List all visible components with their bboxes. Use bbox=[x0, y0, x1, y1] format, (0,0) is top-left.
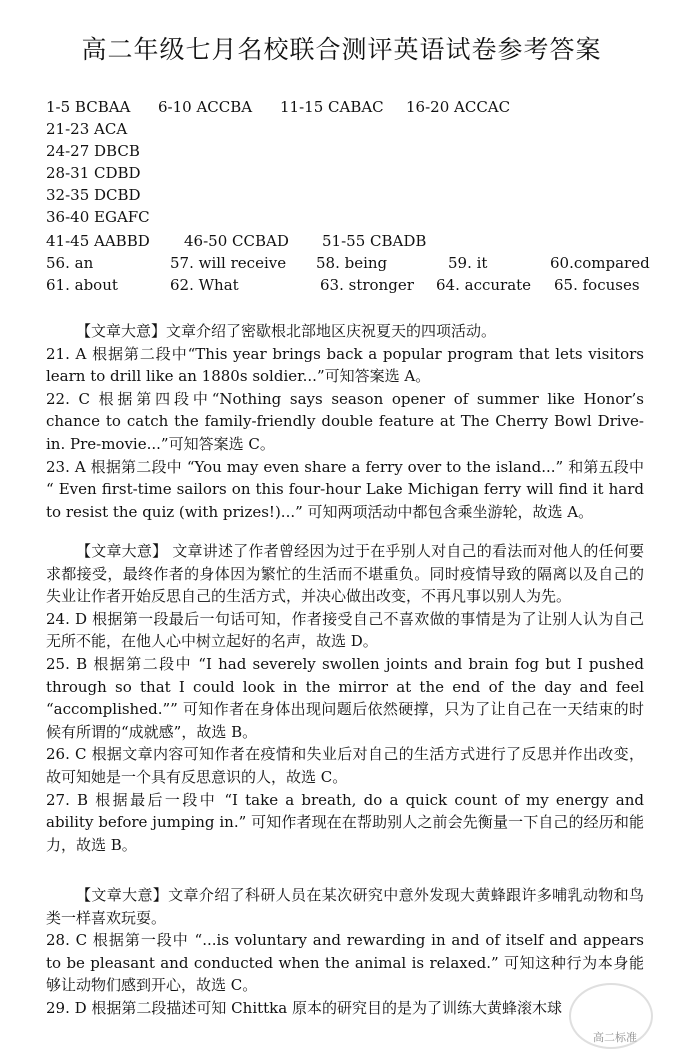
passage-summary: 【文章大意】文章介绍了科研人员在某次研究中意外发现大黄蜂跟许多哺乳动物和鸟类一样喜欢玩耍。 bbox=[46, 886, 644, 927]
answer-row bbox=[46, 276, 656, 298]
watermark-text: 高二标准 bbox=[593, 1031, 637, 1044]
answer-row bbox=[46, 186, 656, 208]
fill-blank-answer: 61. about bbox=[46, 276, 118, 294]
passage-summary: 【文章大意】 文章讲述了作者曾经因为过于在乎别人对自己的看法而对他人的任何要求都接受，最终作者的身体因为繁忙的生活而不堪重负。同时疫情导致的隔离以及自己的失业让作者开始反思自己的生活方式，并决心做出改变，不再凡事以别人为先。 bbox=[46, 542, 644, 606]
question-explanation: 25. B 根据第二段中 “I had severely swollen joints and brain fog but I pushed through so that I could look in the mirror at the end of the day and feel “accomplished.”” 可知作者在身体出现问题后依然硬撑，只为了让自己在一天结束的时候有所谓的“成就感”，故选 B。 bbox=[46, 654, 644, 741]
fill-blank-answer: 65. focuses bbox=[554, 276, 640, 294]
answer-group: 41-45 AABBD bbox=[46, 232, 150, 250]
question-explanation: 21. A 根据第二段中“This year brings back a popular program that lets visitors learn to drill like an 1880s soldier...”可知答案选 A。 bbox=[46, 344, 644, 386]
answer-group: 21-23 ACA bbox=[46, 120, 128, 138]
question-explanation: 26. C 根据文章内容可知作者在疫情和失业后对自己的生活方式进行了反思并作出改变，故可知她是一个具有反思意识的人，故选 C。 bbox=[46, 745, 644, 786]
question-explanation: 29. D 根据第二段描述可知 Chittka 原本的研究目的是为了训练大黄蜂滚木球 bbox=[46, 998, 562, 1017]
question-explanation: 23. A 根据第二段中 “You may even share a ferry over to the island...” 和第五段中 “ Even first-time sailors on this four-hour Lake Michigan ferry will find it hard to resist the quiz (with prizes!)...” 可知两项活动中都包含乘坐游轮，故选 A。 bbox=[46, 457, 644, 521]
fill-blank-answer: 56. an bbox=[46, 254, 94, 272]
answer-row bbox=[46, 208, 656, 230]
answer-group: 16-20 ACCAC bbox=[406, 98, 511, 116]
answer-row bbox=[46, 164, 656, 186]
fill-blank-answer: 62. What bbox=[170, 276, 239, 294]
passage-summary: 【文章大意】文章介绍了密歇根北部地区庆祝夏天的四项活动。 bbox=[76, 322, 497, 340]
fill-blank-answer: 64. accurate bbox=[436, 276, 532, 294]
fill-blank-answer: 60.compared bbox=[550, 254, 650, 272]
answer-group: 6-10 ACCBA bbox=[158, 98, 253, 116]
answer-group: 46-50 CCBAD bbox=[184, 232, 289, 250]
answer-row bbox=[46, 120, 656, 142]
answer-group: 24-27 DBCB bbox=[46, 142, 140, 160]
answer-row bbox=[46, 142, 656, 164]
fill-blank-answer: 59. it bbox=[448, 254, 488, 272]
answer-group: 28-31 CDBD bbox=[46, 164, 141, 182]
answer-group: 11-15 CABAC bbox=[280, 98, 384, 116]
passage-explanation-section bbox=[46, 540, 644, 856]
answer-group: 36-40 EGAFC bbox=[46, 208, 150, 226]
fill-blank-answer: 58. being bbox=[316, 254, 388, 272]
answer-row bbox=[46, 254, 656, 276]
answer-row bbox=[46, 98, 656, 120]
answer-group: 51-55 CBADB bbox=[322, 232, 427, 250]
fill-blank-answer: 63. stronger bbox=[320, 276, 414, 294]
page-title: 高二年级七月名校联合测评英语试卷参考答案 bbox=[81, 35, 602, 64]
answer-group: 1-5 BCBAA bbox=[46, 98, 131, 116]
passage-explanation-section bbox=[46, 884, 644, 1020]
answer-group: 32-35 DCBD bbox=[46, 186, 141, 204]
question-explanation: 28. C 根据第一段中 “...is voluntary and rewarding in and of itself and appears to be pleasant and conducted when the animal is relaxed.” 可知这种行为本身能够让动物们感到开心，故选 C。 bbox=[46, 931, 644, 995]
question-explanation: 27. B 根据最后一段中 “I take a breath, do a quick count of my energy and ability before jumping in.” 可知作者现在在帮助别人之前会先衡量一下自己的经历和能力，故选 B。 bbox=[46, 790, 644, 854]
fill-blank-answer: 57. will receive bbox=[170, 254, 287, 272]
question-explanation: 24. D 根据第一段最后一句话可知，作者接受自己不喜欢做的事情是为了让别人认为自己无所不能，在他人心中树立起好的名声，故选 D。 bbox=[46, 609, 644, 651]
passage-explanation-section bbox=[46, 320, 644, 523]
answer-block bbox=[46, 98, 656, 298]
answer-row bbox=[46, 232, 656, 254]
question-explanation: 22. C 根据第四段中“Nothing says season opener of summer like Honor’s chance to catch the family-friendly double feature at The Cherry Bowl Drive-in. Pre-movie...”可知答案选 C。 bbox=[46, 389, 644, 453]
